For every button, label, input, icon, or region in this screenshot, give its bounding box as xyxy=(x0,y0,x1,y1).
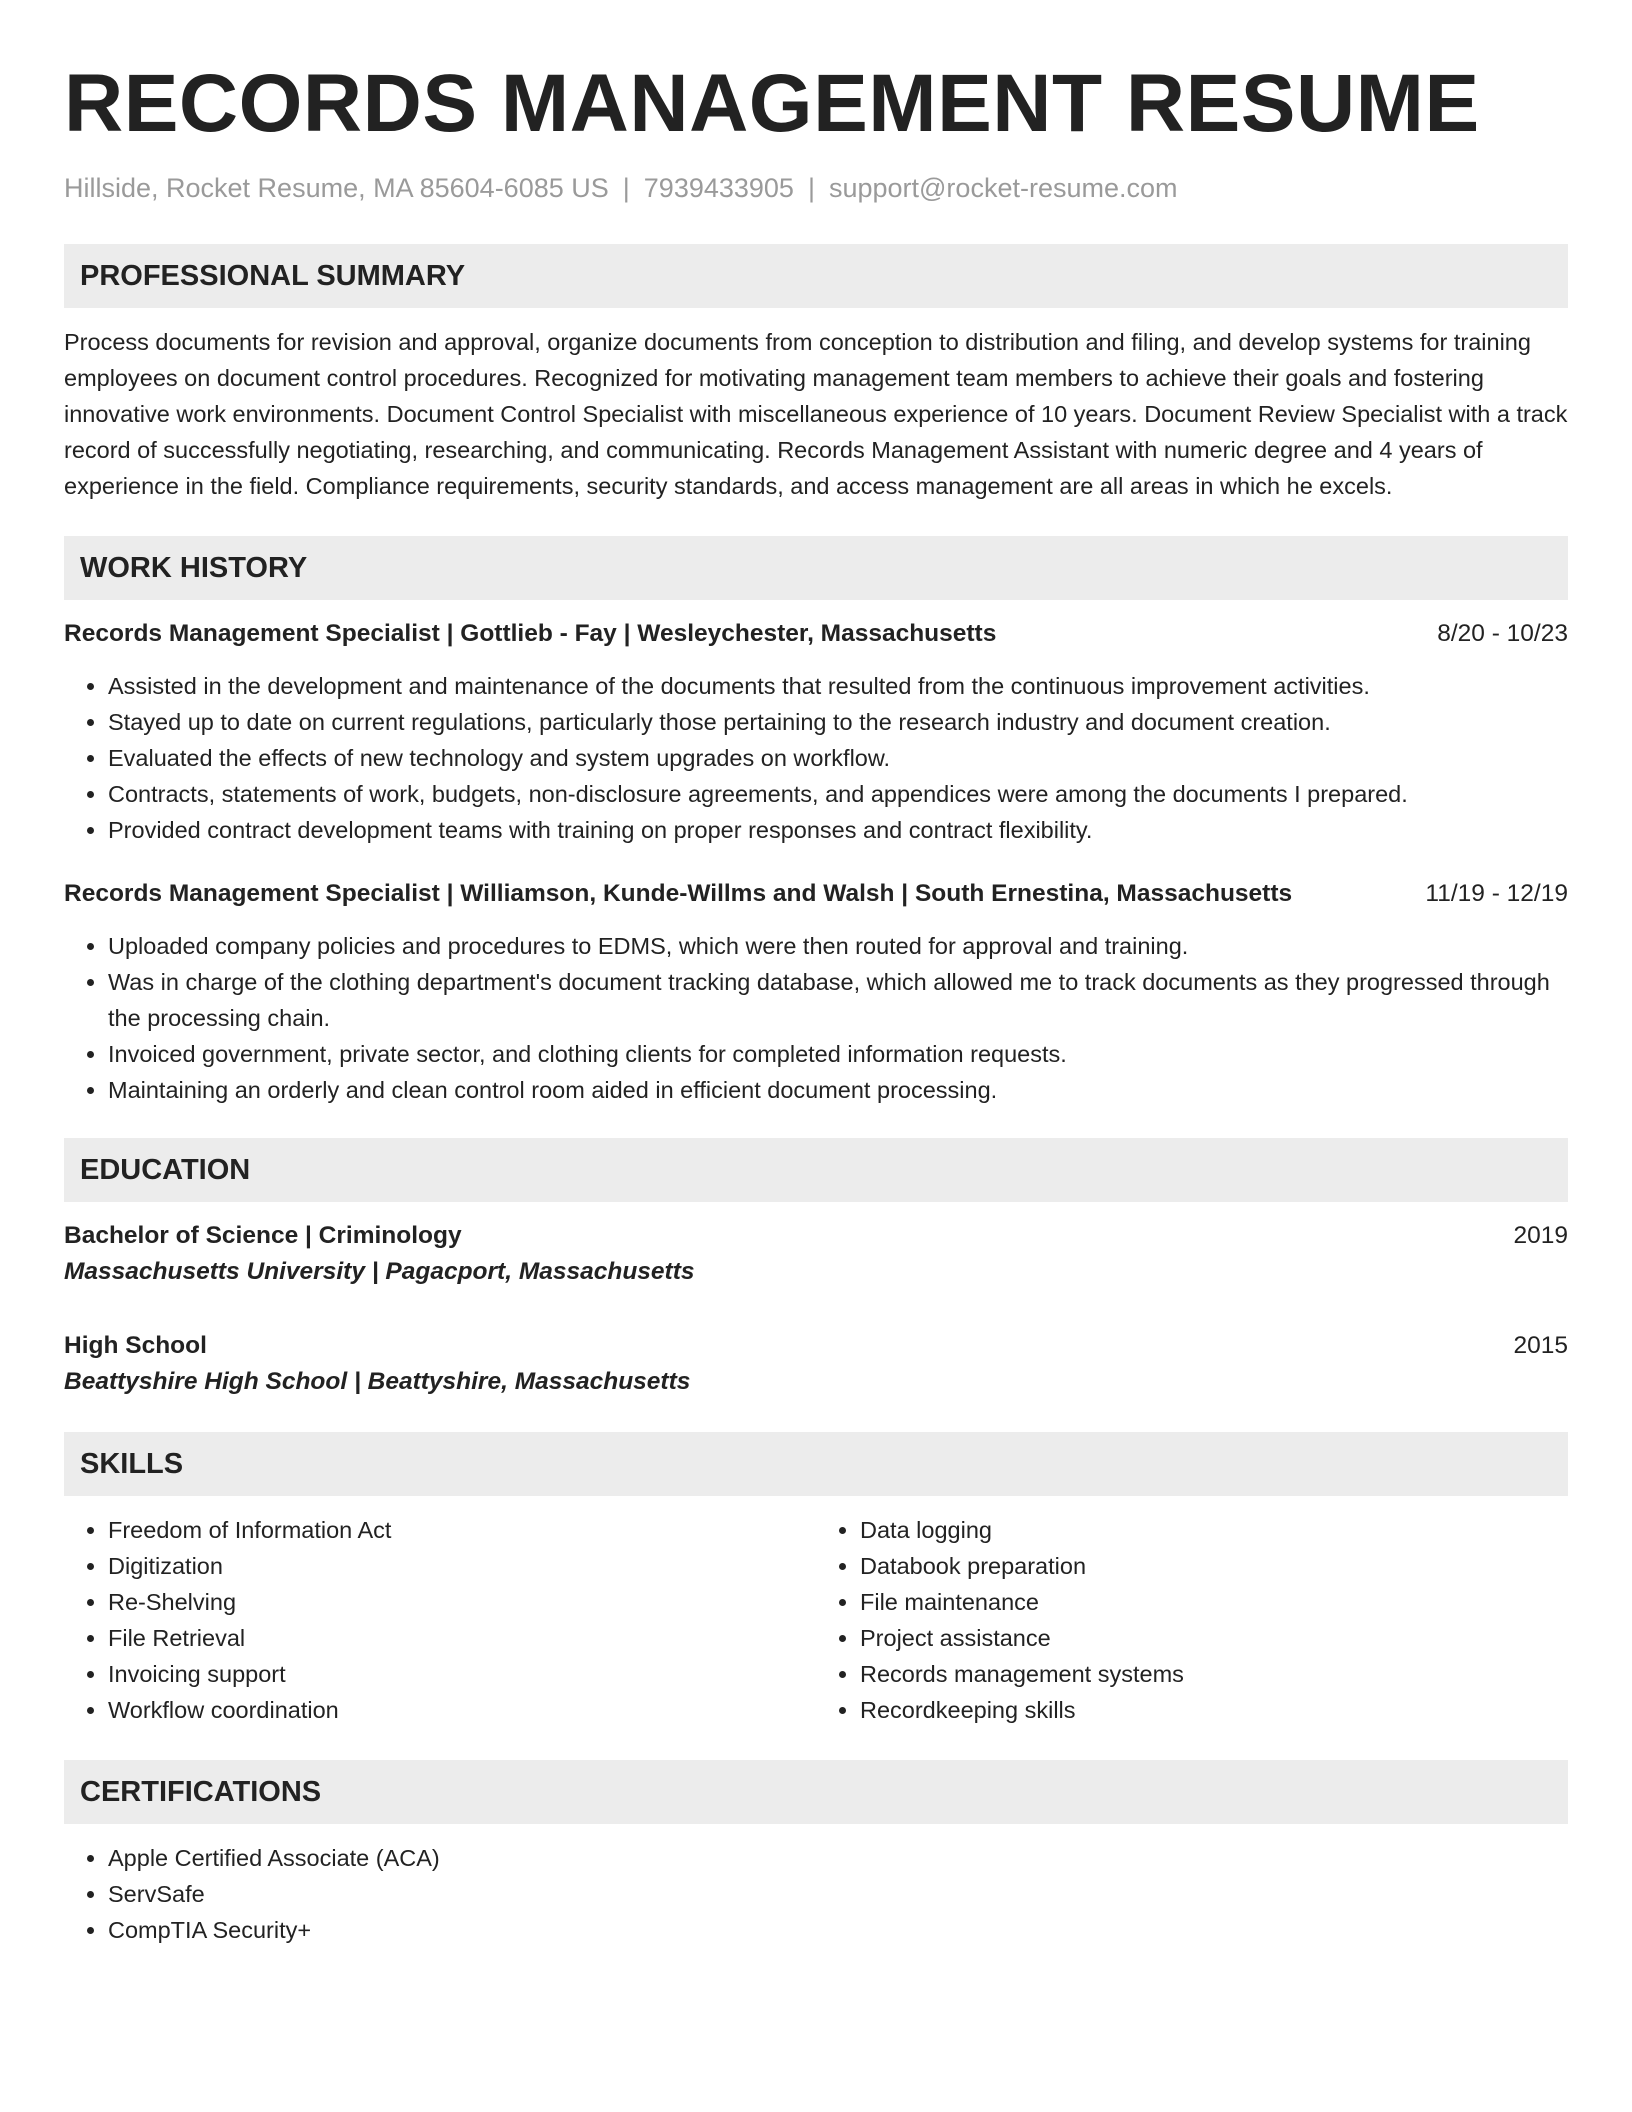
job-title: Records Management Specialist | Williamson, Kunde-Willms and Walsh | South Ernestina, Massachusetts xyxy=(64,880,1293,907)
section-header-summary: PROFESSIONAL SUMMARY xyxy=(64,244,1568,308)
summary-text: Process documents for revision and approval, organize documents from conception to distribution and filing, and develop systems for training employees on document control procedures. Recognized for motivating management team members to achieve their goals and fostering innovative work environments. Document Control Specialist with miscellaneous experience of 10 years. Document Review Specialist with a track record of successfully negotiating, researching, and communicating. Records Management Assistant with numeric degree and 4 years of experience in the field. Compliance requirements, security standards, and access management are all areas in which he excels. xyxy=(64,329,1568,499)
education-header xyxy=(64,1328,1568,1364)
list-item: • Stayed up to date on current regulations, particularly those pertaining to the research industry and document creation. xyxy=(108,704,1568,740)
job-bullets xyxy=(64,668,1568,848)
list-item: • Freedom of Information Act xyxy=(108,1512,816,1548)
section-header-certifications: CERTIFICATIONS xyxy=(64,1760,1568,1824)
list-item: • Provided contract development teams with training on proper responses and contract flexibility. xyxy=(108,812,1568,848)
education-entry xyxy=(64,1328,1568,1400)
resume-title: RECORDS MANAGEMENT RESUME xyxy=(64,58,1480,149)
education-degree: Bachelor of Science | Criminology xyxy=(64,1222,462,1249)
job-dates: 11/19 - 12/19 xyxy=(1425,880,1568,907)
list-item: • Assisted in the development and maintenance of the documents that resulted from the continuous improvement activities. xyxy=(108,668,1568,704)
contact-address: Hillside, Rocket Resume, MA 85604-6085 US xyxy=(64,173,609,203)
list-item: • Workflow coordination xyxy=(108,1692,816,1728)
contact-separator: | xyxy=(622,173,630,203)
list-item: • CompTIA Security+ xyxy=(108,1912,1568,1948)
list-item: • Data logging xyxy=(860,1512,1568,1548)
section-header-education: EDUCATION xyxy=(64,1138,1568,1202)
contact-phone: 7939433905 xyxy=(643,173,794,203)
list-item: • Maintaining an orderly and clean control room aided in efficient document processing. xyxy=(108,1072,1568,1108)
list-item: • ServSafe xyxy=(108,1876,1568,1912)
list-item: • Apple Certified Associate (ACA) xyxy=(108,1840,1568,1876)
list-item: • Re-Shelving xyxy=(108,1584,816,1620)
list-item: • Records management systems xyxy=(860,1656,1568,1692)
list-item: • File Retrieval xyxy=(108,1620,816,1656)
list-item: • Uploaded company policies and procedures to EDMS, which were then routed for approval and training. xyxy=(108,928,1568,964)
list-item: • Invoiced government, private sector, and clothing clients for completed information requests. xyxy=(108,1036,1568,1072)
list-item: • Digitization xyxy=(108,1548,816,1584)
contact-email: support@rocket-resume.com xyxy=(828,173,1178,203)
list-item: • Recordkeeping skills xyxy=(860,1692,1568,1728)
job-entry xyxy=(64,616,1568,848)
job-entry xyxy=(64,876,1568,1108)
certifications-list xyxy=(64,1840,1568,1948)
list-item: • Databook preparation xyxy=(860,1548,1568,1584)
skills-list-left xyxy=(64,1512,816,1728)
contact-separator: | xyxy=(807,173,815,203)
education-entry xyxy=(64,1218,1568,1290)
list-item: • Invoicing support xyxy=(108,1656,816,1692)
education-year: 2015 xyxy=(1513,1332,1568,1359)
education-school: Beattyshire High School | Beattyshire, Massachusetts xyxy=(64,1368,691,1395)
contact-line xyxy=(64,170,1568,206)
list-item: • Evaluated the effects of new technology and system upgrades on workflow. xyxy=(108,740,1568,776)
job-dates: 8/20 - 10/23 xyxy=(1437,620,1568,647)
skills-list-right xyxy=(816,1512,1568,1728)
education-year: 2019 xyxy=(1513,1222,1568,1249)
education-school: Massachusetts University | Pagacport, Massachusetts xyxy=(64,1258,695,1285)
job-header xyxy=(64,616,1568,652)
list-item: • File maintenance xyxy=(860,1584,1568,1620)
education-degree: High School xyxy=(64,1332,207,1359)
job-title: Records Management Specialist | Gottlieb - Fay | Wesleychester, Massachusetts xyxy=(64,620,997,647)
list-item: • Was in charge of the clothing department's document tracking database, which allowed me to track documents as they progressed through the processing chain. xyxy=(108,964,1568,1036)
job-header xyxy=(64,876,1568,912)
list-item: • Contracts, statements of work, budgets, non-disclosure agreements, and appendices were among the documents I prepared. xyxy=(108,776,1568,812)
list-item: • Project assistance xyxy=(860,1620,1568,1656)
section-header-work-history: WORK HISTORY xyxy=(64,536,1568,600)
job-bullets xyxy=(64,928,1568,1108)
education-header xyxy=(64,1218,1568,1254)
skills-grid xyxy=(64,1512,1568,1728)
section-header-skills: SKILLS xyxy=(64,1432,1568,1496)
